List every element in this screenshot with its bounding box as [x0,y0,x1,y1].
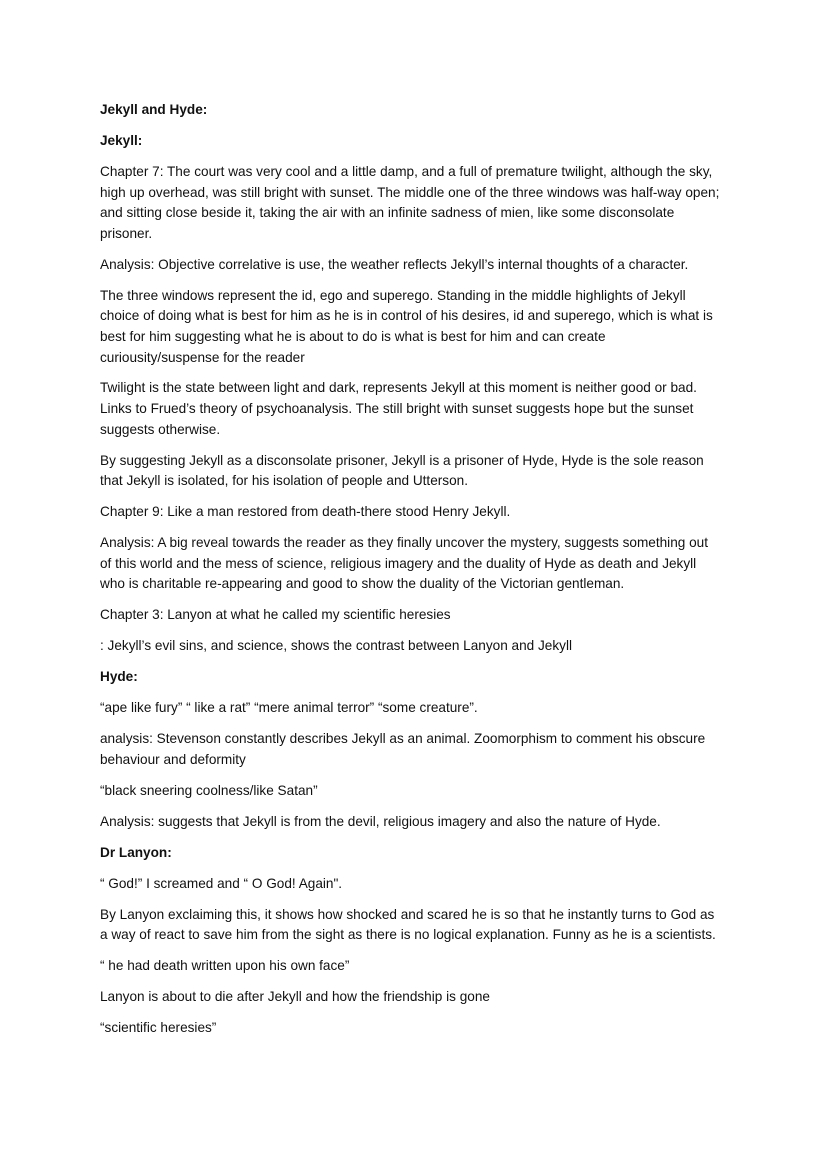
section-dr-lanyon [100,843,722,1039]
paragraph: Chapter 9: Like a man restored from death-there stood Henry Jekyll. [100,504,511,520]
paragraph: analysis: Stevenson constantly describes Jekyll as an animal. Zoomorphism to comment his obscure behaviour and deformity [100,731,706,767]
section-hyde [100,667,722,832]
section-heading: Jekyll: [100,132,143,148]
paragraph: “ God!” I screamed and “ O God! Again". [100,875,343,891]
paragraph: “ he had death written upon his own face” [100,958,350,974]
section-jekyll [100,131,722,657]
paragraph: Analysis: A big reveal towards the reader as they finally uncover the mystery, suggests something out of this world and the mess of science, religious imagery and the duality of Hyde as death and Jekyll who is charitable re-appearing and good to show the duality of the Victorian gentleman. [100,535,709,592]
paragraph: : Jekyll’s evil sins, and science, shows the contrast between Lanyon and Jekyll [100,638,573,654]
paragraph: “black sneering coolness/like Satan” [100,782,318,798]
paragraph: Analysis: Objective correlative is use, the weather reflects Jekyll’s internal thoughts of a character. [100,256,689,272]
paragraph: By Lanyon exclaiming this, it shows how shocked and scared he is so that he instantly turns to God as a way of react to save him from the sight as there is no logical explanation. Funny as he is a scientists. [100,906,716,943]
paragraph: “ape like fury” “ like a rat” “mere animal terror” “some creature”. [100,700,478,716]
paragraph: Twilight is the state between light and dark, represents Jekyll at this moment is neither good or bad. Links to Frued’s theory of psychoanalysis. The still bright with sunset suggests hope but the sunset suggests otherwise. [100,380,697,437]
paragraph: Chapter 7: The court was very cool and a little damp, and a full of premature twilight, although the sky, high up overhead, was still bright with sunset. The middle one of the three windows was half-way open; and sitting close beside it, taking the air with an infinite sadness of mien, like some disconsolate prisoner. [100,163,720,241]
paragraph: The three windows represent the id, ego and superego. Standing in the middle highlights of Jekyll choice of doing what is best for him as he is in control of his desires, id and superego, which is what is best for him suggesting what he is about to do is what is best for him and can create curiousity/suspense for the reader [100,287,713,365]
document-title: Jekyll and Hyde: [100,102,208,117]
document-page [100,100,722,1049]
section-heading: Dr Lanyon: [100,844,172,860]
paragraph: By suggesting Jekyll as a disconsolate prisoner, Jekyll is a prisoner of Hyde, Hyde is the sole reason that Jekyll is isolated, for his isolation of people and Utterson. [100,452,704,489]
paragraph: Lanyon is about to die after Jekyll and how the friendship is gone [100,989,490,1005]
paragraph: Analysis: suggests that Jekyll is from the devil, religious imagery and also the nature of Hyde. [100,813,661,829]
section-heading: Hyde: [100,669,138,685]
paragraph: “scientific heresies” [100,1020,217,1036]
paragraph: Chapter 3: Lanyon at what he called my scientific heresies [100,607,451,623]
